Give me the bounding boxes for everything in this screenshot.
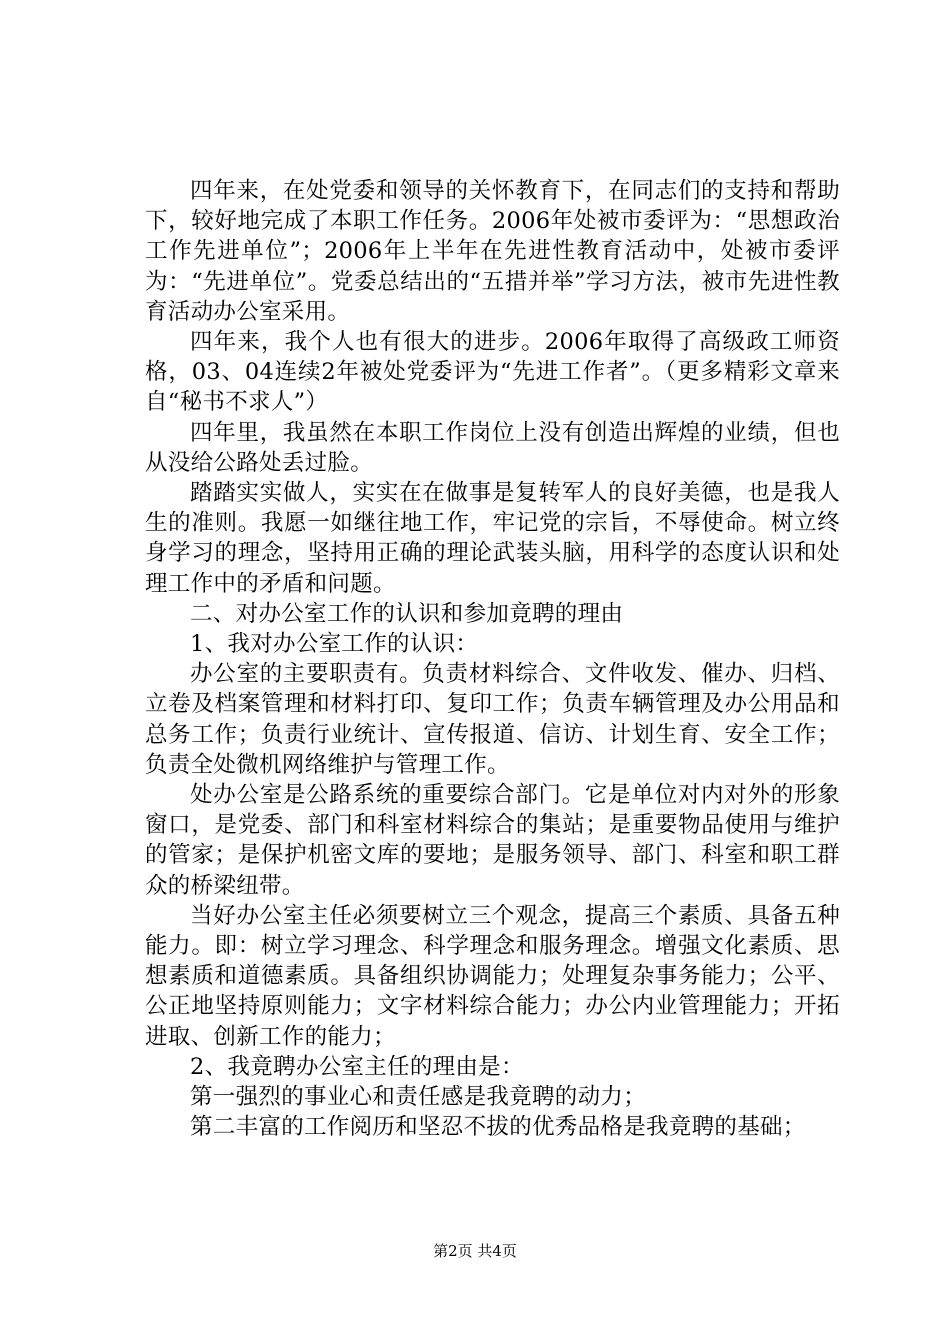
paragraph-8: 第一强烈的事业心和责任感是我竟聘的动力；	[190, 1084, 647, 1111]
paragraph-3: 四年里，我虽然在本职工作岗位上没有创造出辉煌的业绩，但也从没给公路处丢过脸。	[145, 419, 840, 476]
subheading-2: 2、我竟聘办公室主任的理由是：	[190, 1053, 524, 1080]
paragraph-7: 当好办公室主任必须要树立三个观念，提高三个素质、具备五种能力。即：树立学习理念、科学理念和服务理念。增强文化素质、思想素质和道德素质。具备组织协调能力；处理复杂事务能力；公平、公正地坚持原则能力；文字材料综合能力；办公内业管理能力；开拓进取、创新工作的能力；	[145, 902, 840, 1050]
paragraph-1: 四年来，在处党委和领导的关怀教育下，在同志们的支持和帮助下，较好地完成了本职工作任务。2006年处被市委评为：“思想政治工作先进单位”；2006年上半年在先进性教育活动中，处被市委评为：“先进单位”。党委总结出的“五措并举”学习方法，被市先进性教育活动办公室采用。	[145, 178, 840, 325]
document-body	[145, 176, 840, 1143]
paragraph-4: 踏踏实实做人，实实在在做事是复转军人的良好美德，也是我人生的准则。我愿一如继往地工作，牢记党的宗旨，不辱使命。树立终身学习的理念，坚持用正确的理论武装头脑，用科学的态度认识和处理工作中的矛盾和问题。	[145, 480, 840, 597]
page-footer: 第2页 共4页	[433, 1242, 517, 1260]
section-heading-2: 二、对办公室工作的认识和参加竟聘的理由	[190, 600, 624, 627]
paragraph-9: 第二丰富的工作阅历和坚忍不拔的优秀品格是我竟聘的基础；	[190, 1114, 806, 1141]
subheading-1: 1、我对办公室工作的认识：	[190, 631, 479, 658]
paragraph-2: 四年来，我个人也有很大的进步。2006年取得了高级政工师资格，03、04连续2年被处党委评为“先进工作者”。（更多精彩文章来自“秘书不求人”）	[145, 329, 840, 416]
paragraph-6: 处办公室是公路系统的重要综合部门。它是单位对内对外的形象窗口，是党委、部门和科室材料综合的集站；是重要物品使用与维护的管家；是保护机密文库的要地；是服务领导、部门、科室和职工群众的桥梁纽带。	[145, 782, 840, 899]
paragraph-5: 办公室的主要职责有。负责材料综合、文件收发、催办、归档、立卷及档案管理和材料打印、复印工作；负责车辆管理及办公用品和总务工作；负责行业统计、宣传报道、信访、计划生育、安全工作；负责全处微机网络维护与管理工作。	[145, 661, 840, 778]
